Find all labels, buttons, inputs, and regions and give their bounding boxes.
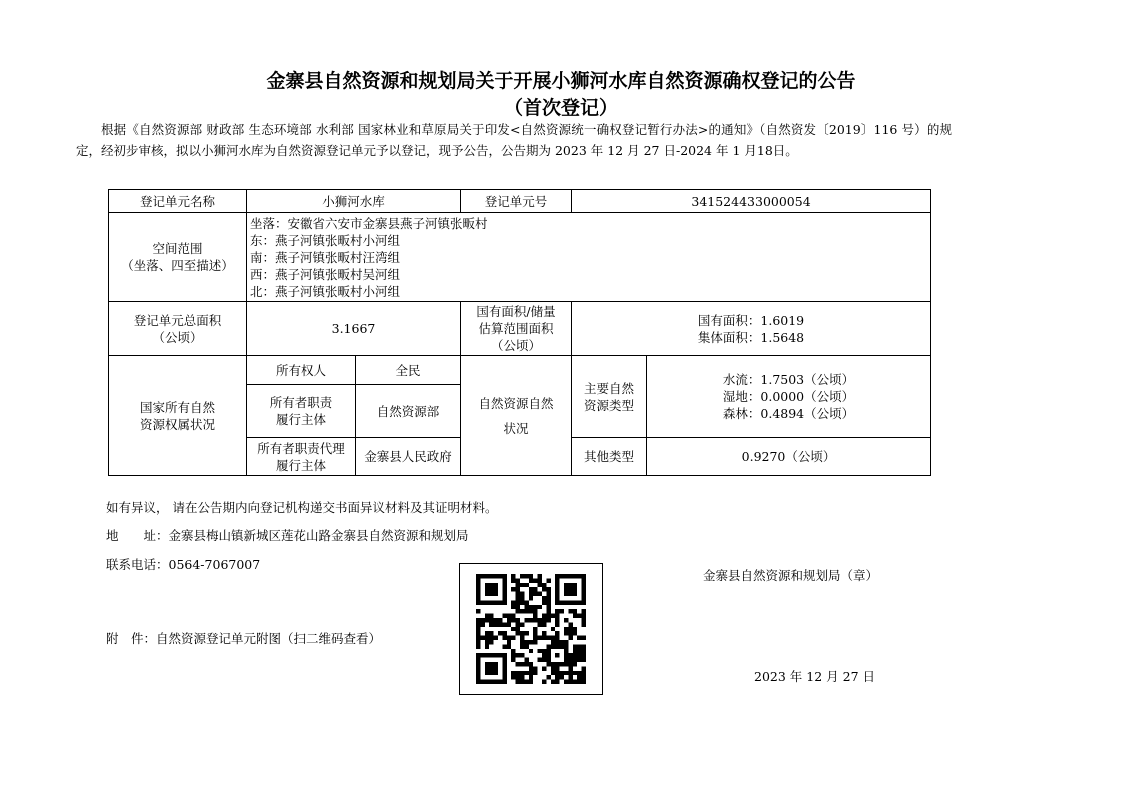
wetland-area: 湿地：0.0000（公顷） <box>722 389 855 404</box>
owner-label: 所有权人 <box>247 356 356 385</box>
registration-table <box>108 189 931 476</box>
total-area-label-line: 登记单元总面积 <box>133 312 222 328</box>
state-owned-area: 国有面积：1.6019 <box>697 312 805 328</box>
unit-no-value: 341524433000054 <box>572 190 931 213</box>
boundary-west: 西：燕子河镇张畈村吴河组 <box>250 266 401 282</box>
attachment-line: 附 件：自然资源登记单元附图（扫二维码查看） <box>106 631 382 646</box>
main-type-label <box>572 356 647 438</box>
notice-subtitle: （首次登记） <box>503 97 618 119</box>
intro-paragraph: 根据《自然资源部 财政部 生态环境部 水利部 国家林业和草原局关于印发<自然资源统一确权登记暂行办法>的通知》（自然资发〔2019〕116 号）的规定，经初步审核，拟以小狮河水库为自然资源登记单元予以登记，现予公告，公告期为 2023 年 12 月 27 日-2024 年 1 月18日。 <box>76 122 952 158</box>
ownership-label-line: 国家所有自然 <box>139 399 215 415</box>
state-area-label-line: 估算范围面积 <box>478 321 554 336</box>
unit-no-label: 登记单元号 <box>461 190 572 213</box>
main-type-label-line: 资源类型 <box>584 397 635 413</box>
boundary-north: 北：燕子河镇张畈村小河组 <box>250 283 401 299</box>
notice-title: 金寨县自然资源和规划局关于开展小狮河水库自然资源确权登记的公告 <box>266 70 856 92</box>
phone-line: 联系电话：0564-7067007 <box>106 557 261 572</box>
ownership-status-label <box>109 356 247 476</box>
duty-label-line: 履行主体 <box>275 412 326 427</box>
boundary-south: 南：燕子河镇张畈村汪湾组 <box>250 249 401 265</box>
agent-label-line: 履行主体 <box>275 457 326 473</box>
table-row <box>109 190 931 213</box>
boundary-east: 东：燕子河镇张畈村小河组 <box>250 232 401 248</box>
status-label-line: 自然资源自然 <box>478 395 554 411</box>
unit-name-label: 登记单元名称 <box>109 190 247 213</box>
space-range-value <box>247 213 931 302</box>
forest-area: 森林：0.4894（公顷） <box>722 406 855 421</box>
agent-label <box>247 438 356 476</box>
table-row <box>109 213 931 302</box>
collective-area: 集体面积：1.5648 <box>697 329 805 345</box>
state-area-label-line: （公顷） <box>491 338 542 353</box>
state-area-label-line: 国有面积/储量 <box>476 304 556 319</box>
table-row <box>109 356 931 385</box>
total-area-value: 3.1667 <box>247 302 461 356</box>
state-area-value <box>572 302 931 356</box>
duty-label-line: 所有者职责 <box>269 395 333 410</box>
natural-status-label <box>461 356 572 476</box>
main-type-label-line: 主要自然 <box>584 380 635 396</box>
agent-label-line: 所有者职责代理 <box>257 440 345 456</box>
address-line: 地 址：金寨县梅山镇新城区莲花山路金寨县自然资源和规划局 <box>106 528 469 543</box>
unit-name-value: 小狮河水库 <box>247 190 461 213</box>
issuer-seal-line: 金寨县自然资源和规划局（章） <box>703 568 879 583</box>
space-range-label <box>109 213 247 302</box>
space-range-label-line: （坐落、四至描述） <box>121 258 234 273</box>
owner-value: 全民 <box>356 356 461 385</box>
state-area-label <box>461 302 572 356</box>
location-line: 坐落：安徽省六安市金寨县燕子河镇张畈村 <box>250 215 488 231</box>
qr-code-icon <box>475 574 587 684</box>
other-type-value: 0.9270（公顷） <box>647 438 931 476</box>
main-type-values <box>647 356 931 438</box>
duty-label <box>247 385 356 438</box>
qr-code-frame <box>459 563 603 695</box>
status-label-line: 状况 <box>503 420 529 436</box>
issue-date: 2023 年 12 月 27 日 <box>754 669 875 684</box>
table-row <box>109 302 931 356</box>
agent-value: 金寨县人民政府 <box>356 438 461 476</box>
other-type-label: 其他类型 <box>572 438 647 476</box>
total-area-label-line: （公顷） <box>152 329 203 345</box>
objection-note: 如有异议， 请在公告期内向登记机构递交书面异议材料及其证明材料。 <box>106 500 498 515</box>
water-flow-area: 水流：1.7503（公顷） <box>722 372 855 387</box>
space-range-label-line: 空间范围 <box>152 241 203 256</box>
ownership-label-line: 资源权属状况 <box>139 416 215 432</box>
total-area-label <box>109 302 247 356</box>
duty-value: 自然资源部 <box>356 385 461 438</box>
